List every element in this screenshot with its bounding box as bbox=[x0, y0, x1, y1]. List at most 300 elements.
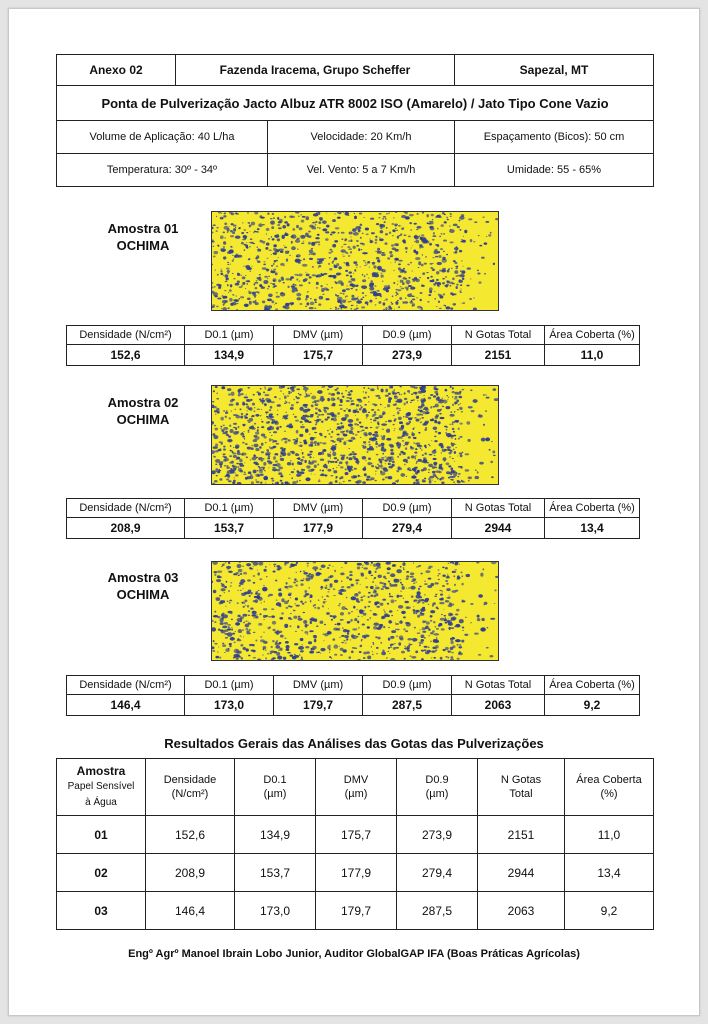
droplet-mark bbox=[291, 286, 294, 287]
droplet-mark bbox=[360, 584, 361, 585]
droplet-mark bbox=[295, 212, 299, 214]
droplet-mark bbox=[242, 588, 244, 589]
droplet-mark bbox=[233, 423, 237, 425]
droplet-mark bbox=[419, 613, 424, 616]
droplet-mark bbox=[253, 243, 255, 244]
droplet-mark bbox=[411, 433, 414, 436]
droplet-mark bbox=[285, 400, 287, 402]
droplet-mark bbox=[391, 615, 393, 616]
droplet-mark bbox=[329, 414, 331, 415]
droplet-mark bbox=[400, 280, 404, 283]
droplet-mark bbox=[417, 594, 418, 595]
droplet-mark bbox=[375, 395, 380, 397]
droplet-mark bbox=[450, 216, 452, 217]
droplet-mark bbox=[212, 581, 213, 583]
droplet-mark bbox=[346, 299, 347, 300]
droplet-mark bbox=[451, 479, 454, 481]
droplet-mark bbox=[387, 404, 390, 407]
droplet-mark bbox=[338, 273, 342, 276]
droplet-mark bbox=[388, 476, 393, 479]
droplet-mark bbox=[310, 298, 311, 300]
droplet-mark bbox=[246, 399, 250, 402]
droplet-mark bbox=[446, 583, 448, 585]
droplet-mark bbox=[330, 475, 333, 477]
droplet-mark bbox=[292, 302, 294, 305]
droplet-mark bbox=[375, 236, 377, 238]
droplet-mark bbox=[237, 273, 240, 276]
droplet-mark bbox=[355, 264, 358, 266]
droplet-mark bbox=[428, 472, 430, 473]
header-line: Densidade bbox=[163, 774, 217, 786]
droplet-mark bbox=[355, 434, 358, 435]
droplet-mark bbox=[313, 457, 314, 458]
droplet-mark bbox=[258, 457, 263, 460]
droplet-mark bbox=[261, 426, 264, 428]
droplet-mark bbox=[246, 267, 252, 270]
droplet-mark bbox=[445, 390, 448, 391]
droplet-mark bbox=[328, 576, 331, 578]
droplet-mark bbox=[422, 212, 424, 214]
droplet-mark bbox=[223, 600, 226, 603]
droplet-mark bbox=[356, 481, 360, 484]
droplet-mark bbox=[256, 255, 259, 259]
droplet-mark bbox=[282, 280, 283, 281]
droplet-mark bbox=[407, 607, 411, 609]
droplet-mark bbox=[254, 231, 256, 233]
droplet-mark bbox=[330, 452, 331, 453]
droplet-mark bbox=[340, 431, 344, 433]
droplet-mark bbox=[222, 296, 224, 299]
droplet-mark bbox=[452, 277, 455, 280]
droplet-mark bbox=[469, 298, 472, 300]
droplet-mark bbox=[271, 478, 273, 479]
droplet-mark bbox=[360, 599, 363, 601]
droplet-mark bbox=[235, 227, 236, 228]
droplet-mark bbox=[396, 569, 402, 573]
droplet-mark bbox=[229, 602, 231, 603]
droplet-mark bbox=[393, 404, 397, 406]
droplet-mark bbox=[449, 449, 452, 451]
droplet-mark bbox=[284, 396, 287, 399]
droplet-mark bbox=[321, 262, 323, 263]
droplet-mark bbox=[446, 406, 451, 409]
droplet-mark bbox=[312, 222, 314, 224]
droplet-mark bbox=[291, 471, 294, 473]
droplet-mark bbox=[248, 471, 252, 474]
droplet-mark bbox=[433, 232, 435, 234]
droplet-mark bbox=[299, 303, 302, 305]
annex-cell: Anexo 02 bbox=[57, 55, 176, 86]
droplet-mark bbox=[319, 479, 320, 480]
droplet-mark bbox=[454, 392, 459, 395]
droplet-mark bbox=[491, 476, 494, 478]
table-cell: 208,9 bbox=[146, 854, 235, 892]
droplet-mark bbox=[332, 566, 334, 567]
droplet-mark bbox=[262, 224, 265, 225]
droplet-mark bbox=[377, 464, 379, 465]
droplet-mark bbox=[452, 396, 453, 398]
droplet-mark bbox=[213, 255, 216, 257]
droplet-mark bbox=[343, 410, 346, 412]
droplet-mark bbox=[350, 251, 352, 253]
droplet-mark bbox=[257, 570, 258, 571]
droplet-mark bbox=[288, 391, 290, 393]
table-row bbox=[57, 892, 654, 930]
droplet-mark bbox=[460, 292, 462, 293]
droplet-mark bbox=[342, 300, 346, 303]
droplet-mark bbox=[354, 213, 355, 214]
droplet-mark bbox=[223, 304, 225, 305]
droplet-mark bbox=[438, 215, 441, 218]
droplet-mark bbox=[428, 578, 432, 580]
droplet-mark bbox=[384, 460, 387, 462]
droplet-mark bbox=[251, 266, 252, 267]
droplet-mark bbox=[377, 409, 380, 411]
droplet-mark bbox=[263, 585, 264, 586]
droplet-mark bbox=[277, 568, 281, 570]
droplet-mark bbox=[382, 252, 385, 253]
droplet-mark bbox=[287, 286, 289, 288]
droplet-mark bbox=[416, 213, 418, 215]
droplet-mark bbox=[214, 571, 217, 573]
droplet-mark bbox=[238, 569, 243, 572]
droplet-mark bbox=[224, 458, 229, 462]
droplet-mark bbox=[409, 420, 411, 423]
droplet-mark bbox=[432, 279, 434, 280]
droplet-mark bbox=[369, 287, 374, 291]
droplet-mark bbox=[403, 569, 405, 570]
droplet-mark bbox=[389, 213, 390, 214]
droplet-mark bbox=[396, 443, 401, 447]
droplet-mark bbox=[303, 620, 307, 624]
droplet-mark bbox=[233, 455, 237, 458]
droplet-mark bbox=[259, 578, 262, 580]
droplet-mark bbox=[364, 606, 366, 609]
droplet-mark bbox=[455, 266, 457, 267]
droplet-mark bbox=[240, 393, 243, 395]
droplet-mark bbox=[399, 410, 402, 411]
droplet-mark bbox=[387, 257, 390, 260]
droplet-mark bbox=[333, 589, 336, 590]
droplet-mark bbox=[360, 437, 362, 438]
droplet-mark bbox=[235, 572, 239, 574]
droplet-mark bbox=[244, 244, 247, 246]
droplet-mark bbox=[317, 234, 320, 236]
droplet-mark bbox=[223, 275, 225, 276]
droplet-mark bbox=[436, 628, 439, 630]
droplet-mark bbox=[477, 618, 481, 621]
droplet-mark bbox=[215, 463, 217, 465]
droplet-mark bbox=[345, 270, 348, 272]
droplet-mark bbox=[248, 291, 250, 292]
droplet-mark bbox=[269, 564, 270, 565]
droplet-mark bbox=[380, 459, 384, 461]
droplet-mark bbox=[214, 410, 218, 412]
droplet-mark bbox=[286, 414, 289, 416]
droplet-mark bbox=[383, 216, 386, 218]
droplet-mark bbox=[232, 255, 233, 256]
droplet-mark bbox=[212, 304, 215, 307]
droplet-mark bbox=[454, 461, 455, 462]
droplet-mark bbox=[347, 246, 350, 248]
value-cell: 152,6 bbox=[67, 345, 185, 366]
droplet-mark bbox=[346, 400, 350, 402]
droplet-mark bbox=[341, 483, 343, 484]
droplet-mark bbox=[237, 602, 239, 603]
droplet-mark bbox=[439, 471, 442, 473]
droplet-mark bbox=[253, 232, 255, 233]
droplet-mark bbox=[244, 605, 246, 606]
droplet-mark bbox=[290, 654, 293, 656]
table-cell: 13,4 bbox=[565, 854, 654, 892]
droplet-mark bbox=[232, 633, 235, 635]
droplet-mark bbox=[271, 646, 273, 648]
droplet-mark bbox=[378, 426, 379, 427]
droplet-mark bbox=[436, 271, 439, 274]
droplet-mark bbox=[438, 286, 439, 287]
droplet-mark bbox=[354, 458, 358, 460]
droplet-mark bbox=[427, 277, 429, 279]
droplet-mark bbox=[295, 597, 298, 600]
droplet-mark bbox=[450, 638, 453, 641]
droplet-mark bbox=[270, 218, 273, 219]
droplet-mark bbox=[256, 260, 257, 261]
droplet-mark bbox=[315, 301, 317, 303]
droplet-mark bbox=[446, 217, 448, 219]
droplet-mark bbox=[242, 242, 243, 243]
droplet-mark bbox=[320, 459, 324, 461]
droplet-mark bbox=[433, 462, 437, 465]
droplet-mark bbox=[403, 459, 408, 462]
droplet-mark bbox=[405, 447, 407, 450]
droplet-mark bbox=[376, 606, 380, 608]
droplet-mark bbox=[228, 394, 231, 396]
droplet-mark bbox=[356, 404, 359, 407]
droplet-mark bbox=[407, 468, 409, 470]
droplet-mark bbox=[470, 278, 472, 279]
droplet-mark bbox=[385, 463, 386, 464]
droplet-mark bbox=[241, 285, 243, 287]
droplet-mark bbox=[278, 631, 282, 633]
droplet-mark bbox=[448, 268, 450, 270]
droplet-mark bbox=[340, 612, 344, 616]
droplet-mark bbox=[416, 419, 420, 422]
droplet-mark bbox=[311, 404, 314, 406]
droplet-mark bbox=[275, 453, 279, 455]
droplet-mark bbox=[365, 301, 369, 304]
droplet-mark bbox=[389, 583, 391, 585]
droplet-mark bbox=[270, 462, 272, 464]
droplet-mark bbox=[269, 446, 270, 447]
droplet-mark bbox=[247, 605, 249, 608]
droplet-mark bbox=[373, 622, 379, 625]
droplet-mark bbox=[363, 397, 366, 399]
droplet-mark bbox=[354, 468, 357, 470]
droplet-mark bbox=[389, 653, 390, 654]
droplet-mark bbox=[296, 475, 300, 477]
droplet-mark bbox=[322, 401, 323, 402]
droplet-mark bbox=[214, 621, 216, 622]
droplet-mark bbox=[487, 627, 489, 628]
droplet-mark bbox=[235, 427, 237, 430]
droplet-mark bbox=[424, 429, 427, 431]
droplet-mark bbox=[443, 649, 446, 651]
droplet-mark bbox=[277, 238, 280, 241]
droplet-mark bbox=[284, 638, 286, 640]
droplet-mark bbox=[368, 401, 370, 402]
droplet-mark bbox=[238, 426, 240, 429]
droplet-mark bbox=[252, 403, 255, 406]
droplet-mark bbox=[360, 431, 362, 432]
droplet-mark bbox=[458, 438, 459, 440]
droplet-mark bbox=[450, 562, 453, 563]
droplet-mark bbox=[375, 470, 376, 471]
droplet-mark bbox=[447, 574, 448, 575]
droplet-mark bbox=[346, 264, 350, 266]
droplet-mark bbox=[412, 305, 414, 306]
droplet-mark bbox=[390, 452, 394, 455]
sample-label bbox=[88, 394, 198, 428]
droplet-mark bbox=[272, 621, 276, 625]
droplet-mark bbox=[255, 474, 260, 477]
droplet-mark bbox=[244, 599, 247, 602]
table-cell: 152,6 bbox=[146, 816, 235, 854]
droplet-mark bbox=[296, 438, 298, 440]
value-cell: 273,9 bbox=[363, 345, 452, 366]
droplet-mark bbox=[246, 410, 248, 411]
droplet-mark bbox=[299, 434, 303, 437]
droplet-mark bbox=[267, 258, 269, 259]
droplet-mark bbox=[295, 584, 298, 586]
droplet-mark bbox=[302, 424, 304, 425]
droplet-mark bbox=[213, 224, 216, 226]
droplet-mark bbox=[381, 435, 383, 437]
droplet-mark bbox=[424, 637, 426, 639]
value-cell: 9,2 bbox=[545, 695, 640, 716]
droplet-mark bbox=[228, 440, 231, 442]
droplet-mark bbox=[221, 248, 226, 252]
droplet-mark bbox=[222, 630, 225, 634]
droplet-mark bbox=[437, 253, 439, 254]
droplet-mark bbox=[459, 408, 463, 410]
droplet-mark bbox=[239, 573, 242, 575]
droplet-mark bbox=[255, 479, 257, 480]
droplet-mark bbox=[458, 404, 460, 405]
droplet-mark bbox=[267, 457, 270, 459]
droplet-mark bbox=[362, 409, 366, 413]
droplet-mark bbox=[415, 471, 418, 474]
droplet-mark bbox=[286, 258, 288, 261]
droplet-mark bbox=[304, 419, 307, 423]
droplet-mark bbox=[368, 277, 370, 278]
droplet-mark bbox=[452, 645, 455, 648]
droplet-mark bbox=[357, 399, 362, 401]
droplet-mark bbox=[445, 432, 447, 433]
droplet-mark bbox=[313, 635, 315, 636]
droplet-mark bbox=[294, 274, 298, 276]
sample-stats-table bbox=[66, 675, 640, 716]
droplet-mark bbox=[455, 613, 458, 615]
droplet-mark bbox=[326, 585, 328, 587]
droplet-mark bbox=[232, 302, 237, 306]
droplet-mark bbox=[461, 389, 464, 390]
droplet-mark bbox=[407, 294, 412, 298]
droplet-mark bbox=[242, 436, 245, 438]
droplet-mark bbox=[417, 602, 420, 604]
droplet-mark bbox=[248, 615, 250, 617]
droplet-mark bbox=[317, 607, 320, 610]
droplet-mark bbox=[465, 469, 470, 472]
header-table bbox=[56, 54, 654, 187]
droplet-mark bbox=[253, 394, 255, 396]
droplet-mark bbox=[323, 601, 326, 604]
droplet-mark bbox=[334, 580, 338, 583]
droplet-mark bbox=[290, 451, 294, 453]
droplet-mark bbox=[417, 591, 421, 595]
droplet-mark bbox=[386, 438, 391, 441]
droplet-mark bbox=[435, 594, 438, 595]
droplet-mark bbox=[397, 392, 400, 394]
droplet-mark bbox=[413, 610, 415, 613]
droplet-mark bbox=[292, 481, 297, 484]
table-cell: 2063 bbox=[478, 892, 565, 930]
droplet-mark bbox=[400, 582, 402, 584]
droplet-mark bbox=[317, 414, 321, 416]
droplet-mark bbox=[373, 579, 374, 580]
droplet-mark bbox=[384, 242, 387, 245]
droplet-mark bbox=[257, 261, 260, 264]
droplet-mark bbox=[420, 612, 422, 613]
droplet-mark bbox=[451, 437, 453, 438]
droplet-mark bbox=[401, 425, 404, 429]
droplet-mark bbox=[386, 227, 388, 229]
droplet-mark bbox=[327, 591, 329, 592]
droplet-mark bbox=[405, 212, 408, 214]
droplet-mark bbox=[399, 421, 403, 424]
droplet-mark bbox=[434, 291, 436, 292]
droplet-mark bbox=[264, 403, 267, 405]
droplet-mark bbox=[309, 598, 310, 599]
droplet-mark bbox=[240, 635, 242, 636]
droplet-mark bbox=[393, 217, 395, 218]
droplet-mark bbox=[398, 263, 401, 265]
droplet-mark bbox=[323, 449, 326, 452]
droplet-mark bbox=[314, 474, 315, 475]
droplet-mark bbox=[216, 393, 217, 395]
droplet-mark bbox=[366, 233, 369, 235]
droplet-mark bbox=[483, 424, 485, 426]
col-header-sample bbox=[57, 759, 146, 816]
droplet-mark bbox=[235, 295, 237, 296]
droplet-mark bbox=[462, 278, 465, 280]
droplet-mark bbox=[368, 476, 369, 478]
droplet-mark bbox=[252, 415, 255, 417]
droplet-mark bbox=[275, 422, 279, 425]
droplet-mark bbox=[380, 603, 384, 606]
droplet-mark bbox=[323, 273, 327, 275]
droplet-mark bbox=[390, 644, 394, 646]
droplet-mark bbox=[232, 273, 234, 274]
droplet-mark bbox=[322, 596, 324, 597]
droplet-mark bbox=[272, 469, 278, 472]
droplet-mark bbox=[400, 566, 402, 568]
droplet-mark bbox=[372, 291, 376, 295]
droplet-mark bbox=[339, 304, 345, 308]
droplet-mark bbox=[228, 626, 230, 627]
droplet-mark bbox=[437, 228, 438, 230]
droplet-mark bbox=[260, 597, 261, 598]
droplet-mark bbox=[213, 456, 214, 457]
